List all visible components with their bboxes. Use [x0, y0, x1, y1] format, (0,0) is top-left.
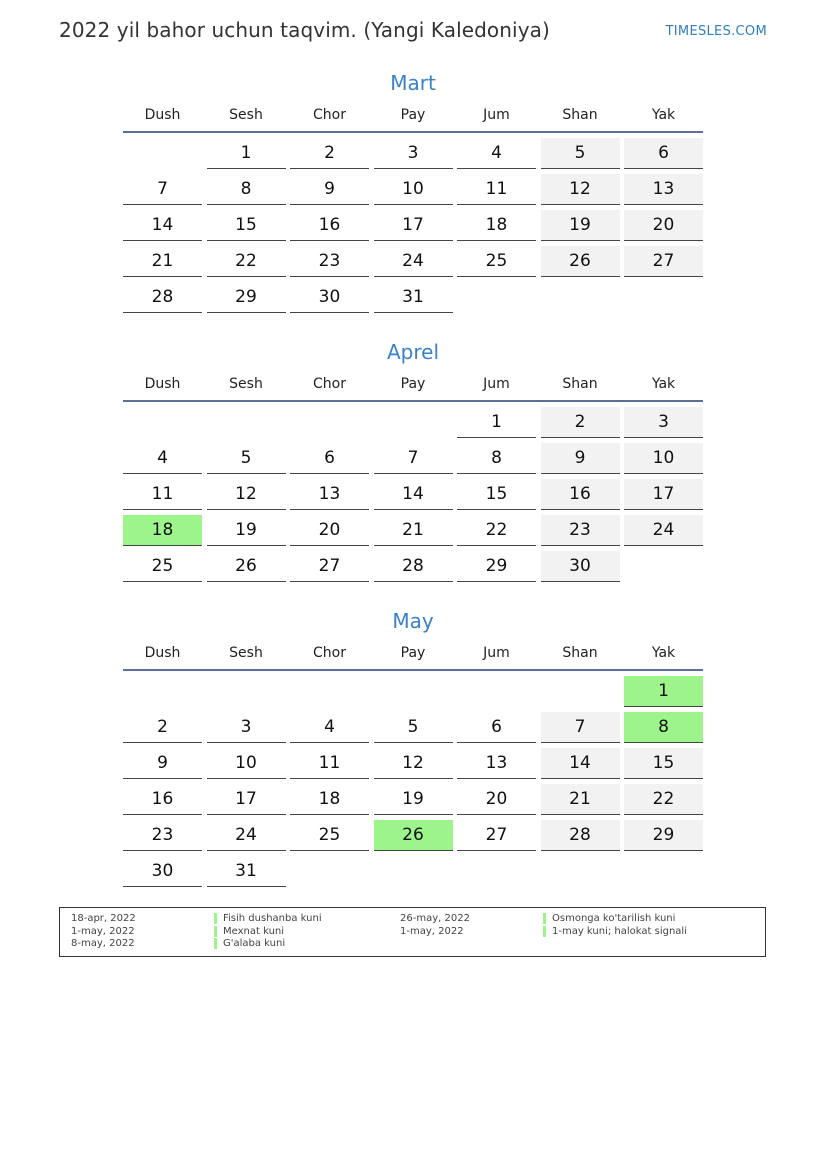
- legend-holiday-name: Osmonga ko'tarilish kuni: [543, 913, 675, 924]
- empty-cell: [541, 676, 620, 707]
- day-cell: 10: [374, 174, 453, 205]
- day-cell: 28: [123, 282, 202, 313]
- day-cell: 27: [624, 246, 703, 277]
- day-cell: 7: [123, 174, 202, 205]
- empty-cell: [207, 676, 286, 707]
- day-cell: 14: [541, 748, 620, 779]
- day-cell: 9: [123, 748, 202, 779]
- day-cell: 17: [207, 784, 286, 815]
- day-cell: 2: [290, 138, 369, 169]
- month-march: [123, 69, 703, 313]
- day-cell: 23: [123, 820, 202, 851]
- day-cell: 15: [207, 210, 286, 241]
- legend-date: 8-may, 2022: [71, 938, 135, 949]
- month-title: May: [392, 609, 434, 633]
- day-cell: 19: [374, 784, 453, 815]
- day-cell: 30: [290, 282, 369, 313]
- day-cell: 3: [624, 407, 703, 438]
- day-cell: 4: [290, 712, 369, 743]
- legend-holiday-name: 1-may kuni; halokat signali: [543, 926, 687, 937]
- legend-date: 18-apr, 2022: [71, 913, 136, 924]
- day-grid: [123, 676, 703, 887]
- month-title: Mart: [390, 71, 436, 95]
- empty-cell: [123, 676, 202, 707]
- day-cell: 20: [290, 515, 369, 546]
- legend-date: 26-may, 2022: [400, 913, 470, 924]
- day-cell: 8: [457, 443, 536, 474]
- day-cell: 16: [541, 479, 620, 510]
- day-cell: 4: [123, 443, 202, 474]
- day-cell: 28: [374, 551, 453, 582]
- page-title: 2022 yil bahor uchun taqvim. (Yangi Kaledoniya): [59, 18, 550, 42]
- day-cell: 9: [541, 443, 620, 474]
- day-cell: 7: [374, 443, 453, 474]
- day-cell: 12: [374, 748, 453, 779]
- legend-date: 1-may, 2022: [400, 926, 464, 937]
- weekday-header: [123, 374, 703, 402]
- day-cell: 27: [457, 820, 536, 851]
- day-cell: 24: [207, 820, 286, 851]
- month-april: [123, 338, 703, 582]
- day-cell: 24: [374, 246, 453, 277]
- weekday-label: Sesh: [229, 645, 263, 661]
- day-cell: 1: [457, 407, 536, 438]
- day-cell: 2: [123, 712, 202, 743]
- weekday-label: Dush: [144, 107, 181, 123]
- day-cell: 8: [207, 174, 286, 205]
- day-cell: 14: [374, 479, 453, 510]
- day-cell: 24: [624, 515, 703, 546]
- day-cell: 31: [207, 856, 286, 887]
- day-cell: 7: [541, 712, 620, 743]
- day-cell: 17: [624, 479, 703, 510]
- holiday-day-cell: 26: [374, 820, 453, 851]
- weekday-label: Yak: [651, 107, 676, 123]
- weekday-label: Sesh: [229, 107, 263, 123]
- day-cell: 5: [374, 712, 453, 743]
- day-cell: 12: [541, 174, 620, 205]
- legend-holiday-name: G'alaba kuni: [214, 938, 285, 949]
- day-cell: 21: [123, 246, 202, 277]
- weekday-label: Jum: [483, 376, 510, 392]
- day-cell: 19: [541, 210, 620, 241]
- weekday-label: Pay: [400, 376, 426, 392]
- holiday-day-cell: 1: [624, 676, 703, 707]
- empty-cell: [290, 407, 369, 438]
- day-cell: 5: [541, 138, 620, 169]
- day-cell: 13: [290, 479, 369, 510]
- legend-holiday-name: Fisih dushanba kuni: [214, 913, 322, 924]
- day-cell: 28: [541, 820, 620, 851]
- day-cell: 9: [290, 174, 369, 205]
- day-cell: 27: [290, 551, 369, 582]
- weekday-label: Pay: [400, 107, 426, 123]
- day-cell: 29: [457, 551, 536, 582]
- day-cell: 22: [457, 515, 536, 546]
- weekday-label: Jum: [483, 107, 510, 123]
- day-cell: 25: [457, 246, 536, 277]
- day-cell: 10: [207, 748, 286, 779]
- day-cell: 21: [541, 784, 620, 815]
- empty-cell: [123, 407, 202, 438]
- day-cell: 25: [290, 820, 369, 851]
- day-cell: 22: [624, 784, 703, 815]
- weekday-label: Shan: [562, 645, 598, 661]
- day-cell: 12: [207, 479, 286, 510]
- day-cell: 20: [624, 210, 703, 241]
- empty-cell: [290, 676, 369, 707]
- day-cell: 13: [624, 174, 703, 205]
- weekday-label: Dush: [144, 645, 181, 661]
- legend-holiday-name: Mexnat kuni: [214, 926, 284, 937]
- holiday-day-cell: 18: [123, 515, 202, 546]
- day-grid: [123, 407, 703, 582]
- site-link[interactable]: TIMESLES.COM: [665, 24, 767, 39]
- day-cell: 13: [457, 748, 536, 779]
- day-cell: 31: [374, 282, 453, 313]
- day-cell: 26: [541, 246, 620, 277]
- day-cell: 2: [541, 407, 620, 438]
- day-cell: 15: [624, 748, 703, 779]
- day-cell: 18: [457, 210, 536, 241]
- day-cell: 16: [290, 210, 369, 241]
- day-cell: 4: [457, 138, 536, 169]
- weekday-label: Chor: [313, 645, 346, 661]
- weekday-label: Yak: [651, 376, 676, 392]
- weekday-header: [123, 105, 703, 133]
- day-cell: 23: [541, 515, 620, 546]
- day-cell: 26: [207, 551, 286, 582]
- day-cell: 6: [457, 712, 536, 743]
- month-title: Aprel: [386, 340, 440, 364]
- day-cell: 11: [123, 479, 202, 510]
- weekday-label: Yak: [651, 645, 676, 661]
- day-cell: 21: [374, 515, 453, 546]
- empty-cell: [374, 676, 453, 707]
- day-cell: 18: [290, 784, 369, 815]
- day-cell: 1: [207, 138, 286, 169]
- weekday-label: Chor: [313, 376, 346, 392]
- weekday-header: [123, 643, 703, 671]
- month-may: [123, 607, 703, 887]
- day-cell: 11: [457, 174, 536, 205]
- day-cell: 30: [123, 856, 202, 887]
- day-cell: 10: [624, 443, 703, 474]
- weekday-label: Shan: [562, 376, 598, 392]
- day-cell: 16: [123, 784, 202, 815]
- day-cell: 29: [207, 282, 286, 313]
- empty-cell: [207, 407, 286, 438]
- weekday-label: Dush: [144, 376, 181, 392]
- day-cell: 5: [207, 443, 286, 474]
- day-cell: 3: [207, 712, 286, 743]
- weekday-label: Jum: [483, 645, 510, 661]
- holiday-day-cell: 8: [624, 712, 703, 743]
- day-grid: [123, 138, 703, 313]
- weekday-label: Chor: [313, 107, 346, 123]
- day-cell: 6: [624, 138, 703, 169]
- weekday-label: Pay: [400, 645, 426, 661]
- day-cell: 30: [541, 551, 620, 582]
- day-cell: 22: [207, 246, 286, 277]
- weekday-label: Shan: [562, 107, 598, 123]
- day-cell: 17: [374, 210, 453, 241]
- day-cell: 11: [290, 748, 369, 779]
- day-cell: 20: [457, 784, 536, 815]
- empty-cell: [374, 407, 453, 438]
- legend-date: 1-may, 2022: [71, 926, 135, 937]
- empty-cell: [123, 138, 202, 169]
- day-cell: 25: [123, 551, 202, 582]
- weekday-label: Sesh: [229, 376, 263, 392]
- empty-cell: [457, 676, 536, 707]
- holiday-legend: [59, 907, 766, 957]
- day-cell: 3: [374, 138, 453, 169]
- day-cell: 14: [123, 210, 202, 241]
- day-cell: 29: [624, 820, 703, 851]
- day-cell: 15: [457, 479, 536, 510]
- day-cell: 23: [290, 246, 369, 277]
- day-cell: 19: [207, 515, 286, 546]
- day-cell: 6: [290, 443, 369, 474]
